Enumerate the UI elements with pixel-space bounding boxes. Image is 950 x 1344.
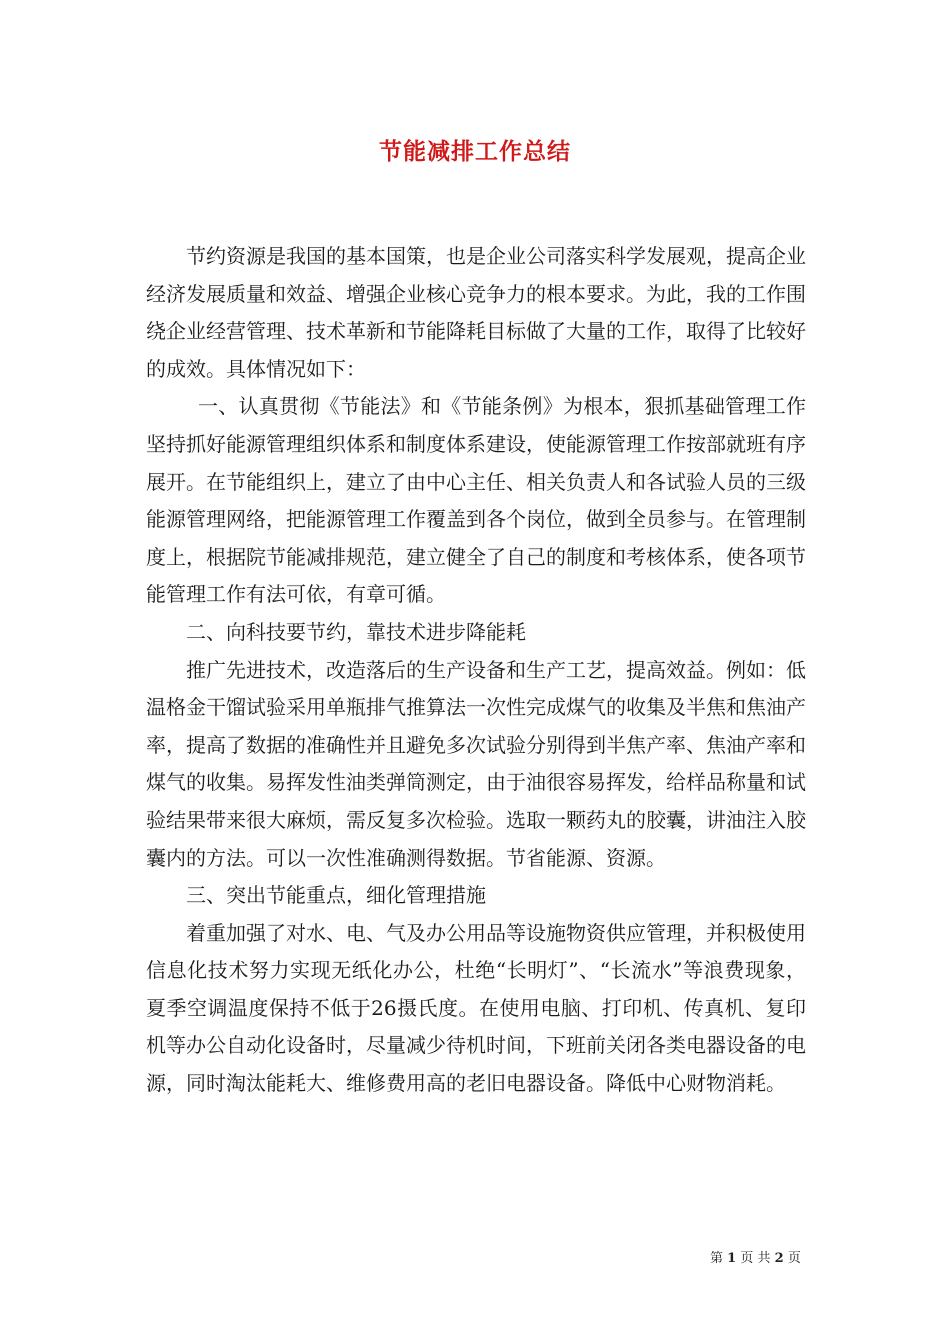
footer-middle: 页 共	[740, 1251, 771, 1266]
footer-prefix: 第	[710, 1251, 724, 1266]
heading-section-3: 三、突出节能重点，细化管理措施	[186, 883, 486, 908]
heading-section-2: 二、向科技要节约，靠技术进步降能耗	[186, 619, 526, 644]
paragraph-section-3: 着重加强了对水、电、气及办公用品等设施物资供应管理，并积极使用信息化技术努力实现无纸化办公，杜绝“长明灯”、“长流水”等浪费现象，夏季空调温度保持不低于26摄氏度。在使用电脑、打印机、传真机、复印机等办公自动化设备时，尽量减少待机时间，下班前关闭各类电器设备的电源，同时淘汰能耗大、维修费用高的老旧电器设备。降低中心财物消耗。	[146, 920, 806, 1096]
total-page-number: 2	[774, 1251, 784, 1266]
document-title: 节能减排工作总结	[379, 138, 571, 165]
page-number-footer	[710, 1247, 801, 1266]
paragraph-intro: 节约资源是我国的基本国策，也是企业公司落实科学发展观，提高企业经济发展质量和效益、增强企业核心竞争力的根本要求。为此，我的工作围绕企业经营管理、技术革新和节能降耗目标做了大量的工作，取得了比较好的成效。具体情况如下：	[146, 244, 806, 381]
paragraph-section-2: 推广先进技术，改造落后的生产设备和生产工艺，提高效益。例如：低温格金干馏试验采用单瓶排气推算法一次性完成煤气的收集及半焦和焦油产率，提高了数据的准确性并且避免多次试验分别得到半焦产率、焦油产率和煤气的收集。易挥发性油类弹筒测定，由于油很容易挥发，给样品称量和试验结果带来很大麻烦，需反复多次检验。选取一颗药丸的胶囊，讲油注入胶囊内的方法。可以一次性准确测得数据。节省能源、资源。	[146, 657, 806, 870]
paragraph-section-1: 一、认真贯彻《节能法》和《节能条例》为根本，狠抓基础管理工作坚持抓好能源管理组织体系和制度体系建设，使能源管理工作按部就班有序展开。在节能组织上，建立了由中心主任、相关负责人和各试验人员的三级能源管理网络，把能源管理工作覆盖到各个岗位，做到全员参与。在管理制度上，根据院节能减排规范，建立健全了自己的制度和考核体系，使各项节能管理工作有法可依，有章可循。	[146, 394, 806, 607]
document-body	[146, 238, 806, 1103]
current-page-number: 1	[727, 1251, 737, 1266]
footer-suffix: 页	[787, 1251, 801, 1266]
